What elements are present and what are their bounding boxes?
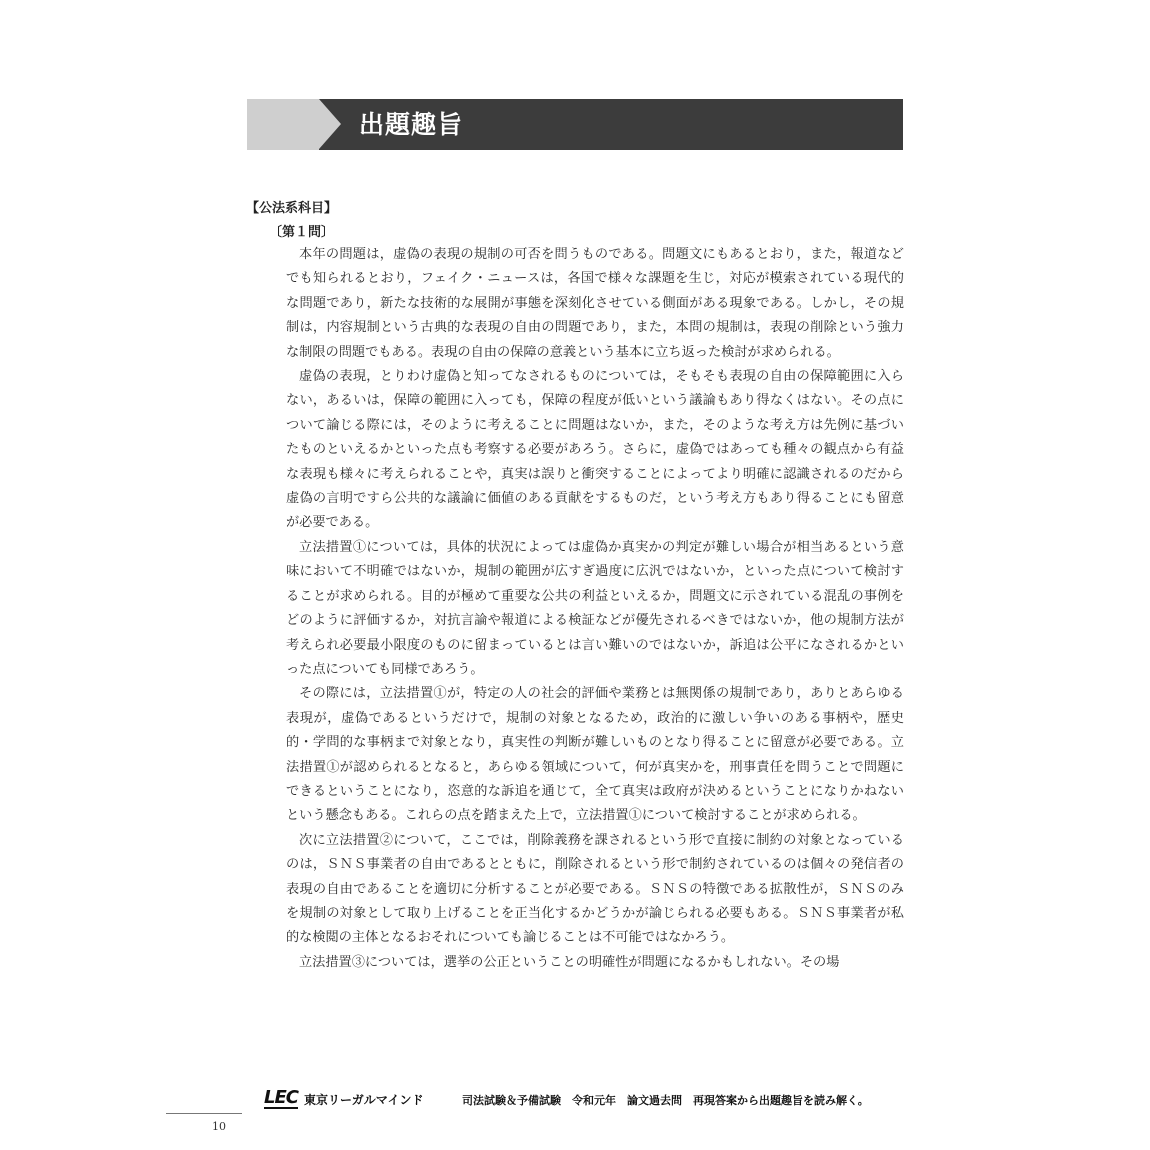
paragraph: 本年の問題は，虚偽の表現の規制の可否を問うものである。問題文にもあるとおり，また，報道などでも知られるとおり，フェイク・ニュースは，各国で様々な課題を生じ，対応が模索されている現代的な問題であり，新たな技術的な展開が事態を深刻化させている側面がある現象である。しかし，その規制は，内容規制という古典的な表現の自由の問題であり，また，本問の規制は，表現の削除という強力な制限の問題でもある。表現の自由の保障の意義という基本に立ち返った検討が求められる。 xyxy=(286,247,904,360)
question-label: 〔第１問〕 xyxy=(269,225,335,240)
banner-tab xyxy=(247,99,319,150)
footer-rule xyxy=(166,1113,242,1114)
paragraph: 虚偽の表現，とりわけ虚偽と知ってなされるものについては，そもそも表現の自由の保障範囲に入らない，あるいは，保障の範囲に入っても，保障の程度が低いという議論もあり得なくはない。その点について論じる際には，そのように考えることに問題はないか，また，そのような考え方は先例に基づいたものといえるかといった点も考察する必要があろう。さらに，虚偽ではあっても種々の観点から有益な表現も様々に考えられることや，真実は誤りと衝突することによってより明確に認識されるのだから虚偽の言明ですら公共的な議論に価値のある貢献をするものだ，という考え方もあり得ることにも留意が必要である。 xyxy=(286,369,904,531)
title-banner xyxy=(247,99,903,150)
page-number: 10 xyxy=(212,1120,226,1133)
paragraph: 次に立法措置②について，ここでは，削除義務を課されるという形で直接に制約の対象となっているのは，ＳＮＳ事業者の自由であるとともに，削除されるという形で制約されているのは個々の発信者の表現の自由であることを適切に分析することが必要である。ＳＮＳの特徴である拡散性が，ＳＮＳのみを規制の対象として取り上げることを正当化するかどうかが論じられる必要もある。ＳＮＳ事業者が私的な検閲の主体となるおそれについても論じることは不可能ではなかろう。 xyxy=(286,832,904,946)
section-label: 【公法系科目】 xyxy=(246,201,338,216)
paragraph: 立法措置①については，具体的状況によっては虚偽か真実かの判定が難しい場合が相当あるという意味において不明確ではないか，規制の範囲が広すぎ過度に広汎ではないか，といった点について検討することが求められる。目的が極めて重要な公共の利益といえるか，問題文に示されている混乱の事例をどのように評価するか，対抗言論や報道による検証などが優先されるべきではないか，他の規制方法が考えられ必要最小限度のものに留まっているとは言い難いのではないか，訴追は公平になされるかといった点についても同様であろう。 xyxy=(286,539,904,677)
brand-name: 東京リーガルマインド xyxy=(303,1092,424,1107)
paragraph: 立法措置③については，選挙の公正ということの明確性が問題になるかもしれない。その場 xyxy=(299,954,840,970)
paragraph: その際には，立法措置①が，特定の人の社会的評価や業務とは無関係の規制であり，ありとあらゆる表現が，虚偽であるというだけで，規制の対象となるため，政治的に激しい争いのある事柄や，歴史的・学問的な事柄まで対象となり，真実性の判断が難しいものとなり得ることに留意が必要である。立法措置①が認められるとなると，あらゆる領域について，何が真実かを，刑事責任を問うことで問題にできるということになり，恣意的な訴追を通じて，全て真実は政府が決めるということになりかねないという懸念もある。これらの点を踏まえた上で，立法措置①について検討することが求められる。 xyxy=(286,686,904,824)
lec-logo: LEC xyxy=(264,1087,298,1108)
banner-arrow xyxy=(319,99,341,149)
page-title: 出題趣旨 xyxy=(359,110,464,139)
body-text xyxy=(286,243,904,975)
footer-brand xyxy=(264,1089,424,1109)
footer-caption: 司法試験＆予備試験 令和元年 論文過去問 再現答案から出題趣旨を読み解く。 xyxy=(462,1094,869,1107)
